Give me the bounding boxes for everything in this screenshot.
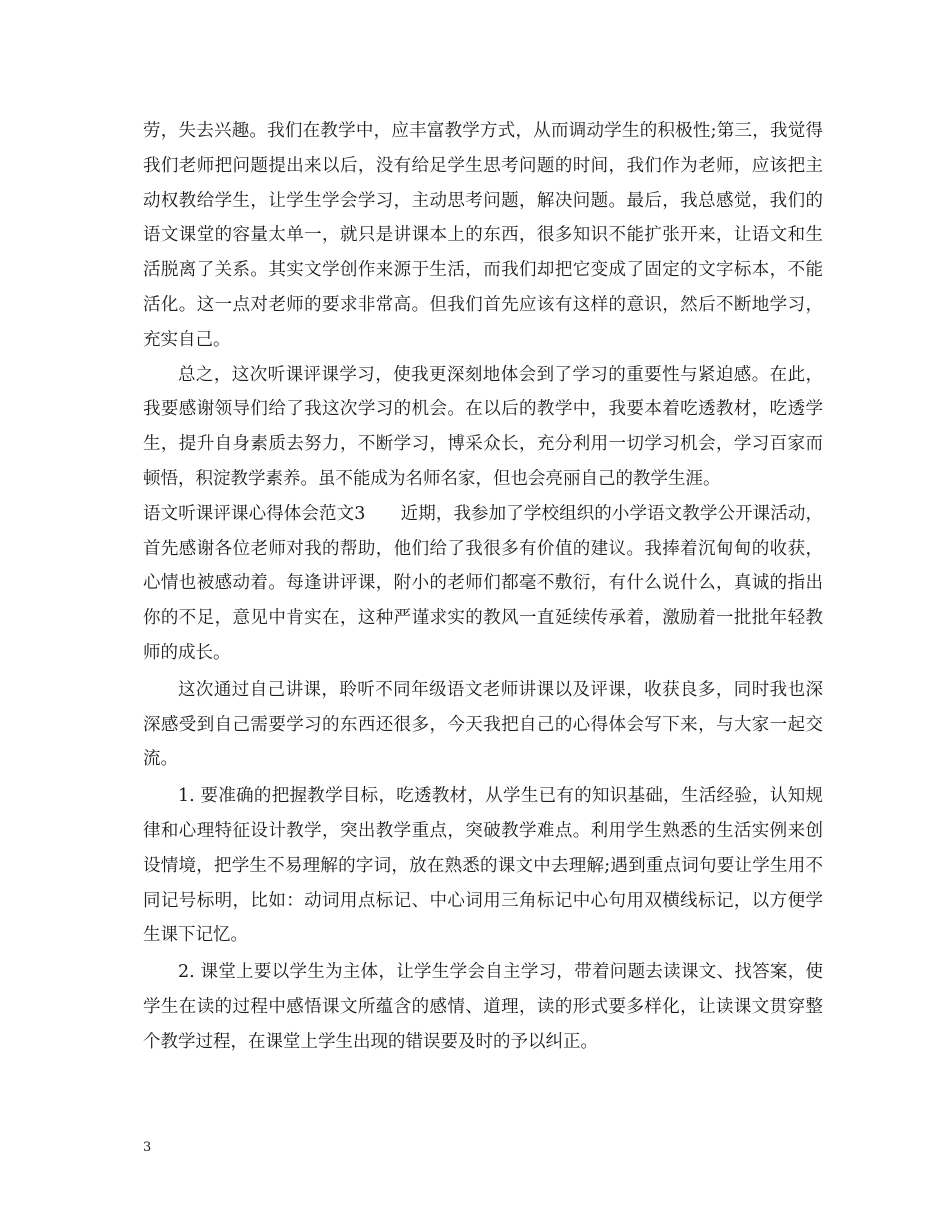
paragraph-continuation: 劳，失去兴趣。我们在教学中，应丰富教学方式，从而调动学生的积极性;第三，我觉得我们老师把问题提出来以后，没有给足学生思考问题的时间，我们作为老师，应该把主动权教给学生，让学生学会学习，主动思考问题，解决问题。最后，我总感觉，我们的语文课堂的容量太单一，就只是讲课本上的东西，很多知识不能扩张开来，让语文和生活脱离了关系。其实文学创作来源于生活，而我们却把它变成了固定的文字标本，不能活化。这一点对老师的要求非常高。但我们首先应该有这样的意识，然后不断地学习，充实自己。 bbox=[143, 121, 823, 350]
paragraph-point-2: 2. 课堂上要以学生为主体，让学生学会自主学习，带着问题去读课文、找答案，使学生在读的过程中感悟课文所蕴含的感情、道理，读的形式要多样化，让读课文贯穿整个教学过程，在课堂上学生出现的错误要及时的予以纠正。 bbox=[143, 962, 823, 1052]
paragraph-point-1: 1. 要准确的把握教学目标，吃透教材，从学生已有的知识基础，生活经验，认知规律和心理特征设计教学，突出教学重点，突破教学难点。利用学生熟悉的生活实例来创设情境，把学生不易理解的字词，放在熟悉的课文中去理解;遇到重点词句要让学生用不同记号标明，比如：动词用点标记、中心词用三角标记中心句用双横线标记，以方便学生课下记忆。 bbox=[143, 786, 823, 946]
paragraph-reflection: 这次通过自己讲课，聆听不同年级语文老师讲课以及评课，收获良多，同时我也深深感受到自己需要学习的东西还很多，今天我把自己的心得体会写下来，与大家一起交流。 bbox=[143, 679, 823, 770]
page-number: 3 bbox=[143, 1140, 152, 1155]
document-body bbox=[143, 114, 823, 1060]
paragraph-sample-3-intro: 语文听课评课心得体会范文3 近期，我参加了学校组织的小学语文教学公开课活动，首先感谢各位老师对我的帮助，他们给了我很多有价值的建议。我捧着沉甸甸的收获，心情也被感动着。每逢讲评课，附小的老师们都毫不敷衍，有什么说什么，真诚的指出你的不足，意见中肯实在，这种严谨求实的教风一直延续传承着，激励着一批批年轻教师的成长。 bbox=[143, 503, 823, 663]
paragraph-summary: 总之，这次听课评课学习，使我更深刻地体会到了学习的重要性与紧迫感。在此，我要感谢领导们给了我这次学习的机会。在以后的教学中，我要本着吃透教材，吃透学生，提升自身素质去努力，不断学习，博采众长，充分利用一切学习机会，学习百家而顿悟，积淀教学素养。虽不能成为名师名家，但也会亮丽自己的教学生涯。 bbox=[143, 364, 823, 489]
